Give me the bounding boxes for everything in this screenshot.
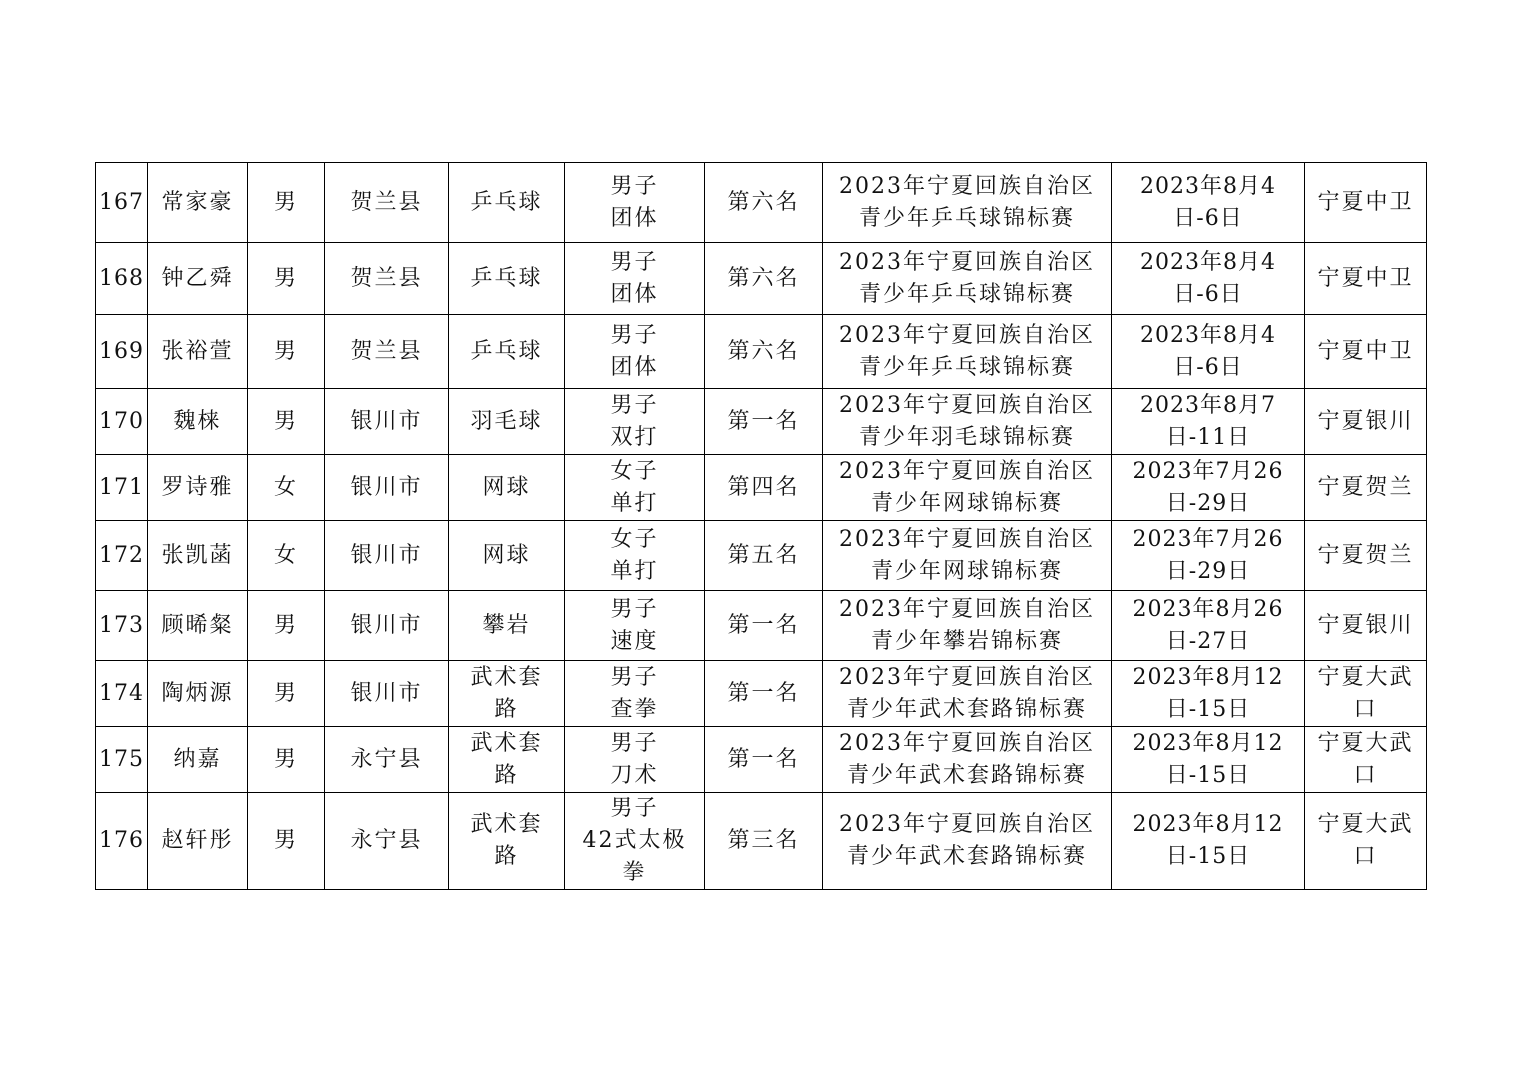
cell-competition [823,521,1112,591]
cell-unit: 银川市 [325,455,449,521]
cell-venue [1305,727,1427,793]
cell-date [1112,727,1305,793]
cell-event-line: 男子 [610,249,659,275]
cell-sport [449,389,565,455]
cell-venue [1305,243,1427,315]
cell-event [565,727,705,793]
cell-date [1112,163,1305,243]
cell-number: 174 [96,661,148,727]
cell-sport-line: 乒乓球 [470,338,543,364]
cell-gender: 男 [248,793,325,890]
cell-competition [823,389,1112,455]
cell-unit: 银川市 [325,661,449,727]
cell-competition [823,591,1112,661]
cell-sport-line: 武术套 [470,812,543,837]
cell-event-line: 女子 [610,526,659,552]
cell-result: 第五名 [705,521,823,591]
cell-event-line: 男子 [610,322,659,348]
table-row [96,455,1427,521]
cell-gender: 男 [248,661,325,727]
cell-date-line: 日-6日 [1173,205,1243,231]
cell-date [1112,315,1305,389]
cell-event-line: 男子 [610,730,659,756]
cell-result: 第一名 [705,727,823,793]
cell-date-line: 2023年8月7 [1140,392,1276,418]
cell-event-line: 男子 [610,796,659,821]
cell-athlete-name: 罗诗雅 [148,455,248,521]
cell-sport-line: 乒乓球 [470,265,543,291]
cell-sport-line: 武术套 [470,730,543,756]
cell-event-line: 男子 [610,392,659,418]
cell-event [565,521,705,591]
cell-gender: 男 [248,315,325,389]
cell-venue-line: 口 [1353,696,1378,722]
cell-venue-line: 宁夏中卫 [1317,338,1414,364]
cell-competition-line: 2023年宁夏回族自治区 [839,664,1095,690]
table-row [96,243,1427,315]
cell-date [1112,793,1305,890]
cell-date-line: 日-6日 [1173,281,1243,307]
cell-venue [1305,315,1427,389]
cell-result: 第六名 [705,243,823,315]
table-row [96,727,1427,793]
cell-venue-line: 宁夏银川 [1317,408,1414,434]
cell-competition [823,455,1112,521]
cell-athlete-name: 张凯菡 [148,521,248,591]
cell-result: 第一名 [705,591,823,661]
cell-sport-line: 乒乓球 [470,189,543,215]
table-row [96,591,1427,661]
cell-competition-line: 2023年宁夏回族自治区 [839,392,1095,418]
cell-venue-line: 宁夏大武 [1317,664,1414,690]
award-table [95,162,1427,890]
cell-gender: 男 [248,591,325,661]
cell-venue-line: 口 [1353,844,1378,869]
cell-gender: 男 [248,163,325,243]
cell-venue-line: 宁夏银川 [1317,612,1414,638]
table-row [96,661,1427,727]
cell-athlete-name: 陶炳源 [148,661,248,727]
cell-event-line: 双打 [610,424,659,450]
cell-date-line: 日-15日 [1165,844,1251,869]
cell-number: 167 [96,163,148,243]
cell-unit: 贺兰县 [325,163,449,243]
cell-date-line: 日-29日 [1165,558,1251,584]
cell-result: 第一名 [705,661,823,727]
cell-event-line: 男子 [610,664,659,690]
cell-sport-line: 羽毛球 [470,408,543,434]
cell-venue [1305,455,1427,521]
table-row [96,793,1427,890]
cell-competition-line: 青少年网球锦标赛 [870,558,1063,584]
cell-gender: 男 [248,389,325,455]
cell-venue [1305,163,1427,243]
cell-competition [823,243,1112,315]
cell-venue [1305,521,1427,591]
cell-competition-line: 2023年宁夏回族自治区 [839,173,1095,199]
cell-competition-line: 2023年宁夏回族自治区 [839,458,1095,484]
cell-sport-line: 路 [494,762,519,788]
cell-date-line: 日-15日 [1165,762,1251,788]
cell-competition-line: 2023年宁夏回族自治区 [839,526,1095,552]
cell-number: 175 [96,727,148,793]
cell-unit: 银川市 [325,521,449,591]
cell-venue-line: 宁夏大武 [1317,730,1414,756]
cell-event [565,591,705,661]
cell-unit: 银川市 [325,389,449,455]
cell-competition [823,163,1112,243]
cell-event-line: 团体 [610,281,659,307]
cell-competition-line: 2023年宁夏回族自治区 [839,322,1095,348]
cell-date-line: 2023年7月26 [1132,526,1284,552]
cell-event-line: 女子 [610,458,659,484]
cell-date [1112,243,1305,315]
cell-competition-line: 青少年乒乓球锦标赛 [858,205,1075,231]
cell-event-line: 42式太极 [582,828,687,853]
cell-venue [1305,661,1427,727]
cell-date-line: 2023年8月12 [1132,812,1284,837]
cell-unit: 贺兰县 [325,243,449,315]
cell-event-line: 速度 [610,628,659,654]
cell-competition-line: 2023年宁夏回族自治区 [839,249,1095,275]
cell-venue-line: 口 [1353,762,1378,788]
cell-venue [1305,389,1427,455]
cell-unit: 银川市 [325,591,449,661]
table-row [96,521,1427,591]
cell-sport [449,661,565,727]
cell-athlete-name: 魏梾 [148,389,248,455]
cell-sport [449,793,565,890]
cell-competition-line: 青少年乒乓球锦标赛 [858,281,1075,307]
cell-venue-line: 宁夏贺兰 [1317,474,1414,500]
cell-venue-line: 宁夏中卫 [1317,189,1414,215]
cell-date-line: 日-6日 [1173,354,1243,380]
cell-athlete-name: 张裕萱 [148,315,248,389]
cell-event-line: 团体 [610,205,659,231]
table-row [96,389,1427,455]
cell-event-line: 查拳 [610,696,659,722]
cell-unit: 贺兰县 [325,315,449,389]
cell-number: 168 [96,243,148,315]
cell-gender: 女 [248,455,325,521]
cell-sport [449,521,565,591]
cell-gender: 男 [248,243,325,315]
cell-date [1112,661,1305,727]
cell-result: 第三名 [705,793,823,890]
cell-date-line: 日-11日 [1165,424,1251,450]
cell-sport-line: 武术套 [470,664,543,690]
cell-event-line: 团体 [610,354,659,380]
cell-sport-line: 网球 [482,474,531,500]
cell-sport [449,591,565,661]
cell-date-line: 日-15日 [1165,696,1251,722]
cell-date-line: 2023年7月26 [1132,458,1284,484]
cell-competition-line: 青少年武术套路锦标赛 [846,844,1087,869]
cell-unit: 永宁县 [325,727,449,793]
award-table-page [95,162,1426,890]
cell-number: 169 [96,315,148,389]
cell-competition [823,793,1112,890]
cell-unit: 永宁县 [325,793,449,890]
cell-competition [823,727,1112,793]
cell-competition-line: 青少年攀岩锦标赛 [870,628,1063,654]
cell-athlete-name: 赵轩彤 [148,793,248,890]
cell-competition-line: 青少年武术套路锦标赛 [846,762,1087,788]
cell-date-line: 2023年8月4 [1140,322,1276,348]
cell-date-line: 2023年8月26 [1132,596,1284,622]
cell-result: 第一名 [705,389,823,455]
cell-event [565,455,705,521]
cell-result: 第六名 [705,163,823,243]
cell-date-line: 2023年8月12 [1132,664,1284,690]
cell-gender: 男 [248,727,325,793]
cell-event [565,243,705,315]
cell-sport [449,163,565,243]
cell-sport [449,727,565,793]
cell-athlete-name: 钟乙舜 [148,243,248,315]
cell-event-line: 男子 [610,173,659,199]
cell-result: 第四名 [705,455,823,521]
cell-competition-line: 2023年宁夏回族自治区 [839,730,1095,756]
cell-sport [449,243,565,315]
cell-event-line: 刀术 [610,762,659,788]
cell-event-line: 拳 [622,860,647,885]
cell-sport-line: 路 [494,696,519,722]
cell-event-line: 男子 [610,596,659,622]
cell-number: 171 [96,455,148,521]
cell-date [1112,455,1305,521]
cell-competition [823,661,1112,727]
cell-number: 176 [96,793,148,890]
cell-date-line: 2023年8月12 [1132,730,1284,756]
cell-sport-line: 网球 [482,542,531,568]
cell-number: 172 [96,521,148,591]
cell-competition-line: 2023年宁夏回族自治区 [839,596,1095,622]
cell-sport [449,315,565,389]
cell-date-line: 日-27日 [1165,628,1251,654]
cell-event-line: 单打 [610,558,659,584]
cell-event [565,389,705,455]
cell-sport [449,455,565,521]
cell-sport-line: 路 [494,844,519,869]
cell-number: 170 [96,389,148,455]
cell-competition-line: 青少年羽毛球锦标赛 [858,424,1075,450]
cell-athlete-name: 顾晞粲 [148,591,248,661]
cell-event [565,315,705,389]
cell-competition-line: 青少年网球锦标赛 [870,490,1063,516]
cell-athlete-name: 常家豪 [148,163,248,243]
cell-date [1112,591,1305,661]
cell-date [1112,389,1305,455]
cell-competition-line: 青少年乒乓球锦标赛 [858,354,1075,380]
cell-event [565,661,705,727]
cell-date-line: 2023年8月4 [1140,249,1276,275]
table-row [96,315,1427,389]
cell-sport-line: 攀岩 [482,612,531,638]
cell-event [565,793,705,890]
cell-venue [1305,793,1427,890]
cell-date-line: 日-29日 [1165,490,1251,516]
cell-venue-line: 宁夏贺兰 [1317,542,1414,568]
cell-venue-line: 宁夏中卫 [1317,265,1414,291]
cell-competition-line: 青少年武术套路锦标赛 [846,696,1087,722]
cell-result: 第六名 [705,315,823,389]
cell-date [1112,521,1305,591]
cell-athlete-name: 纳嘉 [148,727,248,793]
cell-event [565,163,705,243]
cell-gender: 女 [248,521,325,591]
cell-competition-line: 2023年宁夏回族自治区 [839,812,1095,837]
cell-event-line: 单打 [610,490,659,516]
cell-competition [823,315,1112,389]
cell-venue-line: 宁夏大武 [1317,812,1414,837]
table-body [96,163,1427,890]
cell-venue [1305,591,1427,661]
cell-number: 173 [96,591,148,661]
table-row [96,163,1427,243]
cell-date-line: 2023年8月4 [1140,173,1276,199]
